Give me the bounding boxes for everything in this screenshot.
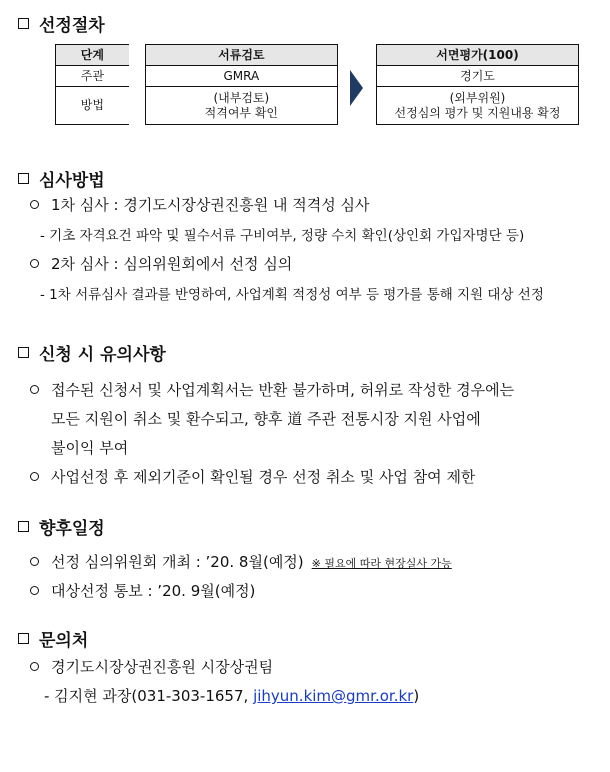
- table-header-stage: 단계: [56, 45, 130, 66]
- circle-bullet-icon: [30, 259, 39, 268]
- section-heading-contact: [18, 626, 88, 651]
- table-cell-organizer-value: GMRA: [145, 66, 337, 87]
- list-item-continuation: 모든 지원이 취소 및 환수되고, 향후 道 주관 전통시장 지원 사업에: [51, 410, 481, 428]
- circle-bullet-icon: [30, 472, 39, 481]
- list-item: 접수된 신청서 및 사업계획서는 반환 불가하며, 허위로 작성한 경우에는: [30, 379, 514, 400]
- list-item: 2차 심사 : 심의위원회에서 선정 심의: [30, 253, 292, 274]
- section-title: 문의처: [39, 631, 89, 651]
- circle-bullet-icon: [30, 200, 39, 209]
- table-cell-organizer-right: 경기도: [377, 66, 579, 87]
- square-bullet-icon: [18, 521, 29, 532]
- contact-detail: - 김지현 과장(031-303-1657, jihyun.kim@gmr.or.kr): [44, 687, 420, 705]
- method-value-line1: (내부검토): [213, 90, 270, 105]
- table-cell-method-value: [145, 87, 337, 125]
- arrow-right-icon: [350, 70, 363, 106]
- list-item: 1차 심사 : 경기도시장상권진흥원 내 적격성 심사: [30, 194, 370, 215]
- circle-bullet-icon: [30, 557, 39, 566]
- list-item-detail: - 기초 자격요건 파악 및 필수서류 구비여부, 정량 수치 확인(상인회 가입자명단 등): [40, 228, 525, 244]
- schedule-note: ※ 필요에 따라 현장실사 가능: [311, 557, 452, 570]
- list-item-continuation: 불이익 부여: [51, 439, 129, 457]
- table-cell-method-label: 방법: [56, 87, 130, 125]
- section-title: 심사방법: [39, 171, 105, 191]
- list-item: 경기도시장상권진흥원 시장상권팀: [30, 656, 273, 677]
- square-bullet-icon: [18, 347, 29, 358]
- procedure-table-left: [55, 44, 338, 125]
- method-right-line1: (외부위원): [449, 90, 506, 105]
- circle-bullet-icon: [30, 662, 39, 671]
- procedure-table-right: [376, 44, 579, 125]
- circle-bullet-icon: [30, 385, 39, 394]
- section-title: 신청 시 유의사항: [39, 345, 166, 365]
- list-item: 선정 심의위원회 개최 : ’20. 8월(예정) ※ 필요에 따라 현장실사 가능: [30, 551, 452, 572]
- section-title: 선정절차: [39, 16, 105, 36]
- list-item: 사업선정 후 제외기준이 확인될 경우 선정 취소 및 사업 참여 제한: [30, 466, 475, 487]
- section-heading-schedule: [18, 514, 105, 539]
- section-heading-method: [18, 166, 105, 191]
- square-bullet-icon: [18, 173, 29, 184]
- table-cell-method-right: [377, 87, 579, 125]
- square-bullet-icon: [18, 633, 29, 644]
- list-item: 대상선정 통보 : ’20. 9월(예정): [30, 580, 255, 601]
- email-link[interactable]: jihyun.kim@gmr.or.kr: [253, 687, 414, 705]
- section-title: 향후일정: [39, 519, 105, 539]
- table-header-document-review: 서류검토: [145, 45, 337, 66]
- table-cell-organizer-label: 주관: [56, 66, 130, 87]
- square-bullet-icon: [18, 18, 29, 29]
- method-value-line2: 적격여부 확인: [204, 105, 279, 120]
- section-heading-caution: [18, 340, 166, 365]
- method-right-line2: 선정심의 평가 및 지원내용 확정: [394, 105, 561, 120]
- circle-bullet-icon: [30, 586, 39, 595]
- table-header-written-evaluation: 서면평가(100): [377, 45, 579, 66]
- section-heading-procedure: [18, 11, 105, 36]
- list-item-detail: - 1차 서류심사 결과를 반영하여, 사업계획 적정성 여부 등 평가를 통해 지원 대상 선정: [40, 287, 544, 303]
